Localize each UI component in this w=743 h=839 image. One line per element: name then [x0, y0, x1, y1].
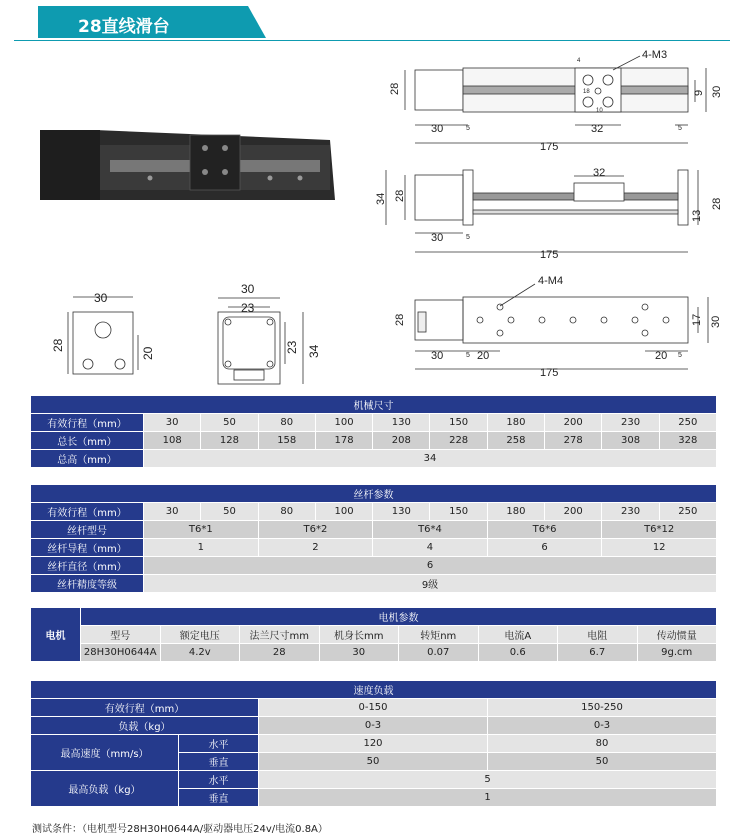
dim-top-5a: 5 — [466, 125, 470, 132]
dim-side-28b: 28 — [711, 197, 723, 210]
cell: 12 — [602, 539, 717, 557]
cell: 208 — [373, 432, 430, 450]
dim-side-13: 13 — [691, 209, 703, 222]
cell: 158 — [258, 432, 315, 450]
mech-table — [30, 395, 717, 468]
column-header: 传动惯量 — [637, 626, 717, 644]
cell: 108 — [144, 432, 201, 450]
screw-table — [30, 484, 717, 593]
column-header: 型号 — [81, 626, 161, 644]
cell: 150 — [430, 414, 487, 432]
row-label: 有效行程（mm） — [31, 414, 144, 432]
motor-table — [30, 607, 717, 662]
sub-label: 垂直 — [179, 753, 259, 771]
cell: 1 — [259, 789, 717, 807]
motor-title: 电机参数 — [81, 608, 717, 626]
cell: 28 — [240, 644, 320, 662]
dim-side-28: 28 — [394, 189, 406, 202]
cell: 50 — [201, 414, 258, 432]
dim-side-5: 5 — [466, 234, 470, 241]
cell: T6*4 — [373, 521, 488, 539]
dim-top-9: 9 — [693, 89, 705, 96]
cell: 28H30H0644A — [81, 644, 161, 662]
table-row — [31, 432, 717, 450]
dim-bottom-30b: 30 — [710, 315, 722, 328]
cell: 150 — [430, 503, 487, 521]
cell: 30 — [144, 503, 201, 521]
cell: 80 — [488, 735, 717, 753]
cell: 30 — [319, 644, 399, 662]
cell: 9级 — [144, 575, 717, 593]
dim-top-4: 4 — [577, 58, 581, 64]
table-row — [31, 735, 717, 753]
front-view — [68, 297, 138, 374]
dim-side-175: 175 — [540, 249, 559, 261]
cell: 250 — [659, 503, 716, 521]
cell: 4.2v — [160, 644, 240, 662]
dim-bottom-30: 30 — [431, 350, 444, 362]
dim-front-28: 28 — [51, 338, 65, 352]
dim-bottom-5a: 5 — [466, 352, 470, 359]
cell: T6*12 — [602, 521, 717, 539]
dim-bottom-20b: 20 — [655, 350, 668, 362]
column-header: 法兰尺寸mm — [240, 626, 320, 644]
technical-drawings — [0, 46, 743, 386]
cell: 308 — [602, 432, 659, 450]
label-4-m4: 4-M4 — [538, 275, 564, 287]
dim-side-30: 30 — [431, 232, 444, 244]
cell: 128 — [201, 432, 258, 450]
cell: 34 — [144, 450, 717, 468]
row-label: 有效行程（mm） — [31, 503, 144, 521]
cell: T6*1 — [144, 521, 259, 539]
table-row — [31, 503, 717, 521]
column-header: 机身长mm — [319, 626, 399, 644]
cell: 50 — [201, 503, 258, 521]
cell: 4 — [373, 539, 488, 557]
cell: 5 — [259, 771, 717, 789]
dim-top-10: 10 — [596, 108, 603, 114]
cell: 200 — [545, 503, 602, 521]
motor-side-label: 电机 — [31, 608, 81, 662]
cell: 30 — [144, 414, 201, 432]
cell: 2 — [258, 539, 373, 557]
table-row — [31, 521, 717, 539]
dim-end-23a: 23 — [241, 301, 255, 315]
cell: 9g.cm — [637, 644, 717, 662]
product-photo — [40, 130, 335, 200]
cell: 0-3 — [488, 717, 717, 735]
dim-end-30: 30 — [241, 282, 255, 296]
cell: 1 — [144, 539, 259, 557]
column-header: 转矩nm — [399, 626, 479, 644]
dim-top-32: 32 — [591, 123, 604, 135]
dim-bottom-20a: 20 — [477, 350, 490, 362]
column-header: 电流A — [478, 626, 558, 644]
row-label: 有效行程（mm） — [31, 699, 259, 717]
table-row — [31, 450, 717, 468]
cell: 6 — [487, 539, 602, 557]
dim-bottom-17: 17 — [691, 313, 703, 326]
table-row — [31, 644, 717, 662]
table-row — [31, 717, 717, 735]
cell: 80 — [258, 503, 315, 521]
table-header-row — [31, 626, 717, 644]
cell: 200 — [545, 414, 602, 432]
cell: 50 — [259, 753, 488, 771]
row-label: 丝杆直径（mm） — [31, 557, 144, 575]
cell: 100 — [315, 503, 372, 521]
cell: 0.6 — [478, 644, 558, 662]
top-view — [405, 56, 706, 143]
dim-side-32: 32 — [593, 167, 606, 179]
cell: 230 — [602, 414, 659, 432]
dim-top-28: 28 — [389, 82, 401, 95]
cell: 50 — [488, 753, 717, 771]
row-label: 最高负载（kg） — [31, 771, 179, 807]
row-label: 负载（kg） — [31, 717, 259, 735]
footnote: 测试条件：（电机型号28H30H0644A/驱动器电压24v/电流0.8A） — [32, 824, 328, 835]
row-label: 总高（mm） — [31, 450, 144, 468]
title-banner — [8, 6, 268, 38]
dim-top-18: 18 — [583, 89, 590, 95]
cell: 6 — [144, 557, 717, 575]
cell: 130 — [373, 414, 430, 432]
cell: 6.7 — [558, 644, 638, 662]
cell: 278 — [545, 432, 602, 450]
sub-label: 水平 — [179, 771, 259, 789]
dim-side-34: 34 — [375, 192, 387, 205]
page-title: 28直线滑台 — [78, 17, 170, 37]
dim-front-20: 20 — [141, 346, 155, 360]
speed-title: 速度负载 — [31, 681, 717, 699]
dim-bottom-175: 175 — [540, 367, 559, 379]
cell: 120 — [259, 735, 488, 753]
row-label: 丝杆导程（mm） — [31, 539, 144, 557]
dim-top-30: 30 — [431, 123, 444, 135]
dim-top-5b: 5 — [678, 125, 682, 132]
column-header: 额定电压 — [160, 626, 240, 644]
table-row — [31, 414, 717, 432]
table-row — [31, 539, 717, 557]
cell: 150-250 — [488, 699, 717, 717]
sub-label: 垂直 — [179, 789, 259, 807]
title-rule — [14, 40, 730, 41]
cell: 230 — [602, 503, 659, 521]
dim-top-30b: 30 — [711, 85, 723, 98]
table-row — [31, 771, 717, 789]
sub-label: 水平 — [179, 735, 259, 753]
row-label: 总长（mm） — [31, 432, 144, 450]
cell: 100 — [315, 414, 372, 432]
cell: 80 — [258, 414, 315, 432]
dim-bottom-5b: 5 — [678, 352, 682, 359]
dim-end-23b: 23 — [285, 340, 299, 354]
cell: 178 — [315, 432, 372, 450]
mech-title: 机械尺寸 — [31, 396, 717, 414]
table-row — [31, 699, 717, 717]
cell: 228 — [430, 432, 487, 450]
cell: 0-3 — [259, 717, 488, 735]
label-4-m3: 4-M3 — [642, 49, 668, 61]
cell: 0-150 — [259, 699, 488, 717]
cell: 180 — [487, 414, 544, 432]
dim-top-175: 175 — [540, 141, 559, 153]
screw-title: 丝杆参数 — [31, 485, 717, 503]
cell: 250 — [659, 414, 716, 432]
cell: 328 — [659, 432, 716, 450]
table-row — [31, 575, 717, 593]
row-label: 丝杆精度等级 — [31, 575, 144, 593]
speed-table — [30, 680, 717, 807]
cell: 258 — [487, 432, 544, 450]
cell: 130 — [373, 503, 430, 521]
cell: 0.07 — [399, 644, 479, 662]
column-header: 电阻 — [558, 626, 638, 644]
table-row — [31, 557, 717, 575]
dim-end-34: 34 — [307, 344, 321, 358]
row-label: 丝杆型号 — [31, 521, 144, 539]
row-label: 最高速度（mm/s） — [31, 735, 179, 771]
cell: 180 — [487, 503, 544, 521]
cell: T6*2 — [258, 521, 373, 539]
cell: T6*6 — [487, 521, 602, 539]
dim-bottom-28: 28 — [394, 313, 406, 326]
dim-front-30: 30 — [94, 291, 108, 305]
